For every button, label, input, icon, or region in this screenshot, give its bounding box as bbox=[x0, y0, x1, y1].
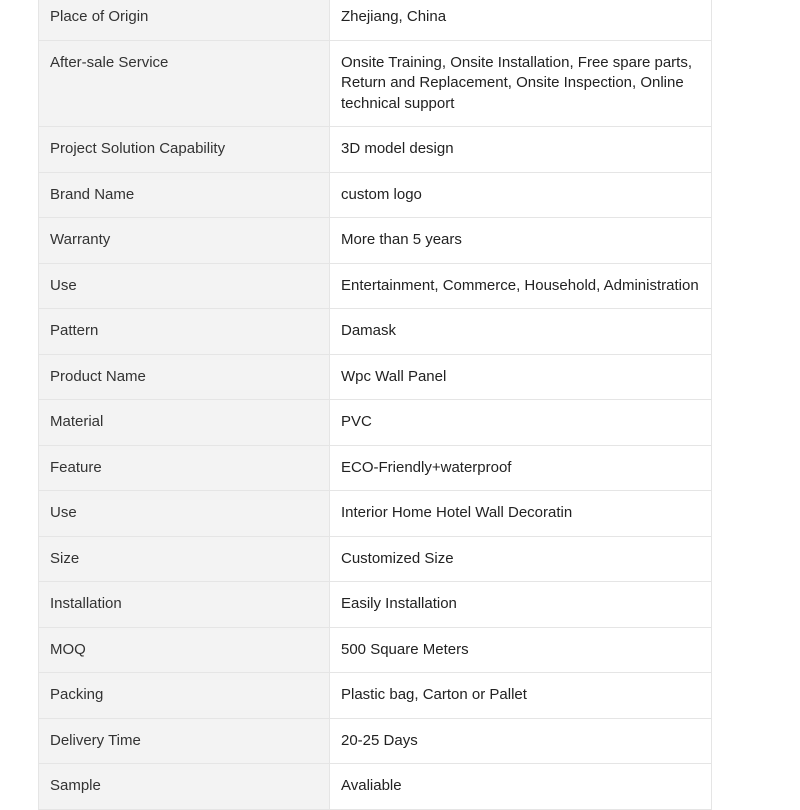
spec-label: Size bbox=[39, 536, 330, 582]
spec-row-moq bbox=[39, 627, 712, 673]
spec-label: Use bbox=[39, 263, 330, 309]
spec-row-material bbox=[39, 400, 712, 446]
spec-value: Damask bbox=[330, 309, 712, 355]
spec-row-packing bbox=[39, 673, 712, 719]
spec-value: 500 Square Meters bbox=[330, 627, 712, 673]
spec-row-pattern bbox=[39, 309, 712, 355]
spec-label: Brand Name bbox=[39, 172, 330, 218]
spec-row-use bbox=[39, 263, 712, 309]
spec-row-feature bbox=[39, 445, 712, 491]
spec-value: Avaliable bbox=[330, 764, 712, 810]
spec-table-body bbox=[39, 0, 712, 809]
spec-value: Plastic bag, Carton or Pallet bbox=[330, 673, 712, 719]
spec-row-size bbox=[39, 536, 712, 582]
spec-label: Feature bbox=[39, 445, 330, 491]
spec-value: Interior Home Hotel Wall Decoratin bbox=[330, 491, 712, 537]
spec-row-after-sale-service bbox=[39, 40, 712, 127]
spec-value: Easily Installation bbox=[330, 582, 712, 628]
spec-label: Pattern bbox=[39, 309, 330, 355]
spec-label: Installation bbox=[39, 582, 330, 628]
spec-value: PVC bbox=[330, 400, 712, 446]
spec-label: Project Solution Capability bbox=[39, 127, 330, 173]
spec-label: Material bbox=[39, 400, 330, 446]
spec-label: Use bbox=[39, 491, 330, 537]
spec-row-brand-name bbox=[39, 172, 712, 218]
spec-row-delivery-time bbox=[39, 718, 712, 764]
spec-label: Packing bbox=[39, 673, 330, 719]
spec-row-project-solution-capability bbox=[39, 127, 712, 173]
spec-value: More than 5 years bbox=[330, 218, 712, 264]
spec-row-sample bbox=[39, 764, 712, 810]
spec-value: Customized Size bbox=[330, 536, 712, 582]
spec-row-installation bbox=[39, 582, 712, 628]
spec-label: Delivery Time bbox=[39, 718, 330, 764]
spec-value: 3D model design bbox=[330, 127, 712, 173]
spec-label: Warranty bbox=[39, 218, 330, 264]
spec-label: Product Name bbox=[39, 354, 330, 400]
spec-label: Place of Origin bbox=[39, 0, 330, 40]
spec-label: MOQ bbox=[39, 627, 330, 673]
spec-value: Entertainment, Commerce, Household, Administration bbox=[330, 263, 712, 309]
spec-value: custom logo bbox=[330, 172, 712, 218]
spec-row-product-name bbox=[39, 354, 712, 400]
spec-row-use-2 bbox=[39, 491, 712, 537]
spec-value: 20-25 Days bbox=[330, 718, 712, 764]
spec-row-place-of-origin bbox=[39, 0, 712, 40]
product-specifications-table bbox=[38, 0, 712, 810]
spec-value: Onsite Training, Onsite Installation, Free spare parts, Return and Replacement, Onsite Inspection, Online technical support bbox=[330, 40, 712, 127]
spec-label: After-sale Service bbox=[39, 40, 330, 127]
spec-value: Wpc Wall Panel bbox=[330, 354, 712, 400]
spec-row-warranty bbox=[39, 218, 712, 264]
spec-value: ECO-Friendly+waterproof bbox=[330, 445, 712, 491]
spec-value: Zhejiang, China bbox=[330, 0, 712, 40]
spec-label: Sample bbox=[39, 764, 330, 810]
